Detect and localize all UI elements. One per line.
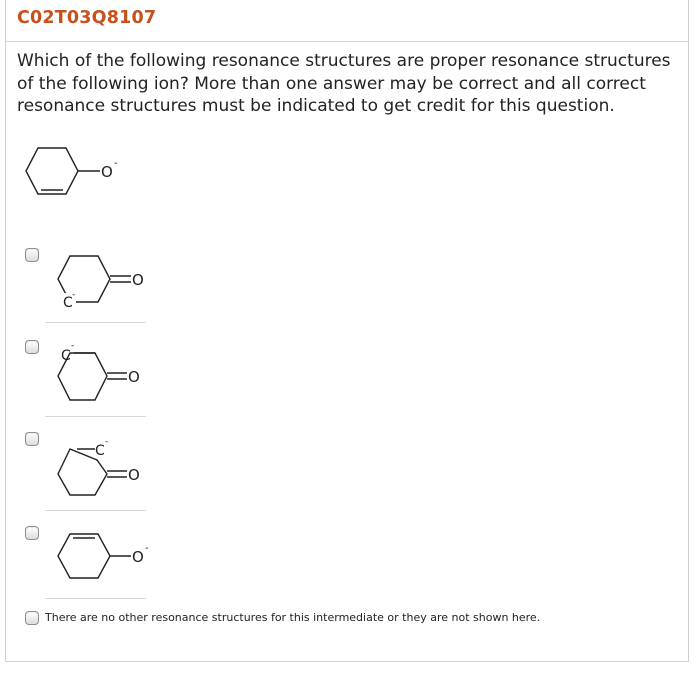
- oxygen-label: O: [132, 548, 144, 566]
- carbon-label: C: [95, 443, 105, 459]
- option-d-structure: [55, 529, 165, 589]
- option-separator: [45, 416, 146, 417]
- option-a-structure: [55, 250, 165, 314]
- option-e-checkbox[interactable]: [25, 611, 39, 625]
- option-a-checkbox[interactable]: [25, 248, 39, 262]
- oxygen-label: O: [128, 368, 140, 386]
- option-separator: [45, 598, 146, 599]
- option-separator: [45, 510, 146, 511]
- given-ion-structure: [18, 140, 138, 202]
- oxygen-label: O: [128, 466, 140, 484]
- header-divider: [6, 41, 688, 42]
- carbon-label: C: [63, 295, 73, 311]
- option-c-structure: [55, 434, 165, 502]
- option-separator: [45, 322, 146, 323]
- question-id: C02T03Q8107: [17, 8, 157, 28]
- option-d-checkbox[interactable]: [25, 526, 39, 540]
- charge-label: -: [114, 158, 118, 169]
- oxygen-label: O: [101, 163, 113, 181]
- charge-label: -: [105, 437, 109, 447]
- option-c-checkbox[interactable]: [25, 432, 39, 446]
- option-b-checkbox[interactable]: [25, 340, 39, 354]
- question-text: Which of the following resonance structures are proper resonance structures of the following ion? More than one answer may be correct and all correct resonance structures must be indicated to get credit for this question.: [17, 51, 671, 116]
- oxygen-label: O: [132, 271, 144, 289]
- charge-label: -: [71, 341, 75, 351]
- charge-label: -: [145, 543, 149, 554]
- carbon-label: C: [61, 348, 71, 364]
- option-b-structure: [55, 340, 165, 408]
- option-e-label: There are no other resonance structures for this intermediate or they are not shown here.: [45, 611, 541, 624]
- charge-label: -: [72, 290, 76, 300]
